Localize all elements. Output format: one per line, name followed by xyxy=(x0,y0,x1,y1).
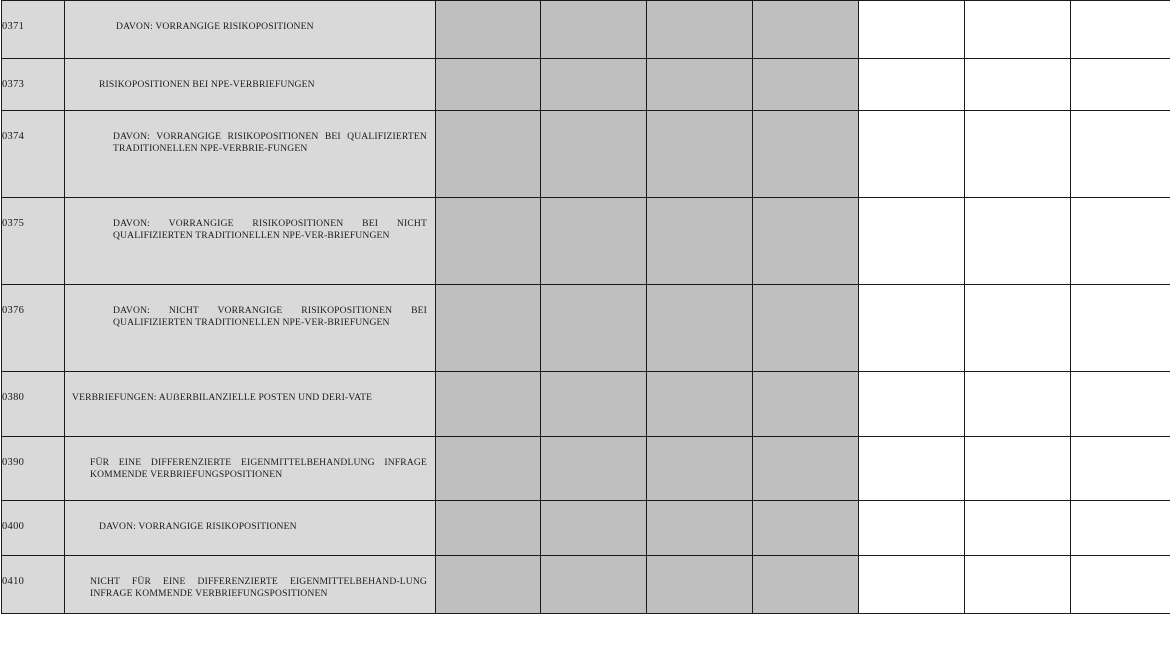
blank-cell xyxy=(965,59,1071,111)
blank-cell xyxy=(965,1,1071,59)
shaded-cell xyxy=(753,372,859,437)
row-label: FÜR EINE DIFFERENZIERTE EIGENMITTELBEHANDLUNG INFRAGE KOMMENDE VERBRIEFUNGSPOSITIONEN xyxy=(90,457,427,481)
table-row xyxy=(2,556,1170,614)
blank-cell xyxy=(1071,437,1170,501)
shaded-cell xyxy=(647,437,753,501)
shaded-cell xyxy=(753,198,859,285)
row-code: 0375 xyxy=(2,218,25,229)
row-label: DAVON: VORRANGIGE RISIKOPOSITIONEN BEI NICHT QUALIFIZIERTEN TRADITIONELLEN NPE-VER-BRIEFUNGEN xyxy=(113,218,427,242)
row-label: DAVON: VORRANGIGE RISIKOPOSITIONEN BEI QUALIFIZIERTEN TRADITIONELLEN NPE-VERBRIE-FUNGEN xyxy=(113,131,427,155)
shaded-cell xyxy=(436,437,541,501)
blank-cell xyxy=(859,198,965,285)
row-code-cell xyxy=(2,111,65,198)
shaded-cell xyxy=(541,59,647,111)
row-code: 0373 xyxy=(2,79,25,90)
row-label-cell xyxy=(65,285,436,372)
shaded-cell xyxy=(753,501,859,556)
shaded-cell xyxy=(436,501,541,556)
blank-cell xyxy=(859,59,965,111)
row-code-cell xyxy=(2,501,65,556)
blank-cell xyxy=(859,501,965,556)
row-code-cell xyxy=(2,372,65,437)
blank-cell xyxy=(965,111,1071,198)
table-row xyxy=(2,501,1170,556)
shaded-cell xyxy=(436,59,541,111)
shaded-cell xyxy=(541,1,647,59)
blank-cell xyxy=(965,285,1071,372)
blank-cell xyxy=(1071,501,1170,556)
blank-cell xyxy=(1071,198,1170,285)
shaded-cell xyxy=(541,556,647,614)
shaded-cell xyxy=(647,501,753,556)
table-row xyxy=(2,437,1170,501)
shaded-cell xyxy=(753,111,859,198)
shaded-cell xyxy=(436,372,541,437)
row-code: 0380 xyxy=(2,392,25,403)
row-code-cell xyxy=(2,1,65,59)
blank-cell xyxy=(965,437,1071,501)
row-label-cell xyxy=(65,111,436,198)
shaded-cell xyxy=(436,198,541,285)
row-code-cell xyxy=(2,285,65,372)
shaded-cell xyxy=(541,111,647,198)
shaded-cell xyxy=(753,1,859,59)
table-row xyxy=(2,198,1170,285)
blank-cell xyxy=(859,437,965,501)
blank-cell xyxy=(1071,285,1170,372)
row-code-cell xyxy=(2,198,65,285)
shaded-cell xyxy=(436,556,541,614)
shaded-cell xyxy=(541,501,647,556)
table-row xyxy=(2,372,1170,437)
blank-cell xyxy=(965,501,1071,556)
blank-cell xyxy=(859,111,965,198)
shaded-cell xyxy=(753,437,859,501)
row-code: 0374 xyxy=(2,131,25,142)
blank-cell xyxy=(859,372,965,437)
blank-cell xyxy=(1071,372,1170,437)
blank-cell xyxy=(1071,111,1170,198)
row-code: 0371 xyxy=(2,21,25,32)
row-code: 0376 xyxy=(2,305,25,316)
blank-cell xyxy=(965,556,1071,614)
shaded-cell xyxy=(647,556,753,614)
shaded-cell xyxy=(436,285,541,372)
shaded-cell xyxy=(436,111,541,198)
shaded-cell xyxy=(436,1,541,59)
row-code: 0390 xyxy=(2,457,25,468)
table-row xyxy=(2,111,1170,198)
table-body xyxy=(2,1,1170,614)
row-label: DAVON: VORRANGIGE RISIKOPOSITIONEN xyxy=(99,521,297,532)
shaded-cell xyxy=(647,285,753,372)
row-label-cell xyxy=(65,437,436,501)
row-code: 0400 xyxy=(2,521,25,532)
row-label-cell xyxy=(65,556,436,614)
shaded-cell xyxy=(541,285,647,372)
blank-cell xyxy=(859,556,965,614)
row-label: DAVON: VORRANGIGE RISIKOPOSITIONEN xyxy=(116,21,314,32)
row-label-cell xyxy=(65,1,436,59)
row-label: DAVON: NICHT VORRANGIGE RISIKOPOSITIONEN BEI QUALIFIZIERTEN TRADITIONELLEN NPE-VER-BRIEFUNGEN xyxy=(113,305,427,329)
row-label: VERBRIEFUNGEN: AUẞERBILANZIELLE POSTEN UND DERI-VATE xyxy=(72,392,373,403)
securitisation-table xyxy=(1,0,1170,614)
shaded-cell xyxy=(753,59,859,111)
row-code-cell xyxy=(2,556,65,614)
blank-cell xyxy=(965,372,1071,437)
blank-cell xyxy=(1071,556,1170,614)
table-row xyxy=(2,59,1170,111)
row-label-cell xyxy=(65,198,436,285)
shaded-cell xyxy=(647,198,753,285)
shaded-cell xyxy=(647,111,753,198)
shaded-cell xyxy=(541,372,647,437)
row-code-cell xyxy=(2,437,65,501)
shaded-cell xyxy=(753,285,859,372)
shaded-cell xyxy=(647,59,753,111)
row-label-cell xyxy=(65,501,436,556)
shaded-cell xyxy=(647,372,753,437)
blank-cell xyxy=(965,198,1071,285)
blank-cell xyxy=(1071,1,1170,59)
blank-cell xyxy=(859,285,965,372)
row-code: 0410 xyxy=(2,576,25,587)
row-code-cell xyxy=(2,59,65,111)
shaded-cell xyxy=(541,437,647,501)
blank-cell xyxy=(859,1,965,59)
table-row xyxy=(2,1,1170,59)
row-label: RISIKOPOSITIONEN BEI NPE-VERBRIEFUNGEN xyxy=(99,79,315,90)
shaded-cell xyxy=(753,556,859,614)
table-row xyxy=(2,285,1170,372)
shaded-cell xyxy=(647,1,753,59)
blank-cell xyxy=(1071,59,1170,111)
shaded-cell xyxy=(541,198,647,285)
row-label-cell xyxy=(65,59,436,111)
row-label: NICHT FÜR EINE DIFFERENZIERTE EIGENMITTELBEHAND-LUNG INFRAGE KOMMENDE VERBRIEFUNGSPOSITIONEN xyxy=(90,576,427,600)
row-label-cell xyxy=(65,372,436,437)
